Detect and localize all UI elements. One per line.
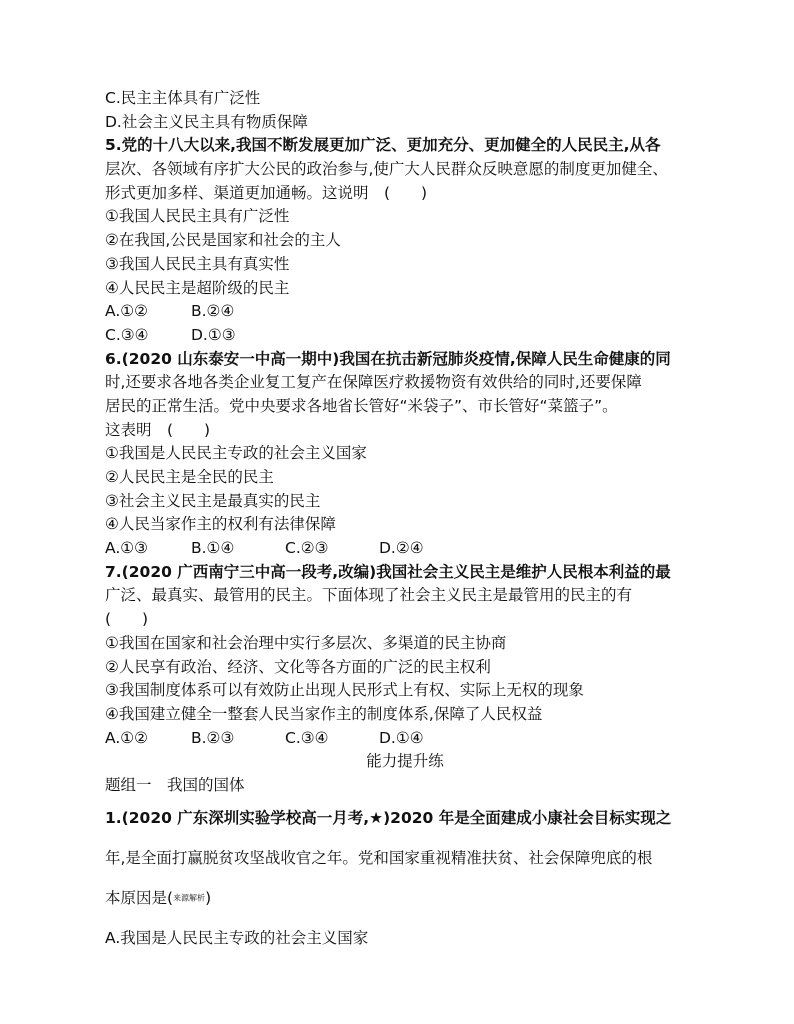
q6-stem-line-4: 这表明 ( ) <box>105 420 211 439</box>
p1-stem-line-3-text: 本原因是( <box>105 888 174 907</box>
p1-stem-line-2: 年,是全面打赢脱贫攻坚战收官之年。党和国家重视精准扶贫、社会保障兜底的根 <box>105 848 653 867</box>
q5-option-c: C.③④ <box>105 325 149 344</box>
q6-option-a: A.①③ <box>105 539 149 558</box>
q7-statement-4: ④我国建立健全一整套人民当家作主的制度体系,保障了人民权益 <box>105 704 543 723</box>
p1-stem-line-3 <box>105 878 705 918</box>
q7-stem-line-3: ( ) <box>105 610 149 629</box>
q5-statement-2: ②在我国,公民是国家和社会的主人 <box>105 231 341 250</box>
q6-option-d: D.②④ <box>379 539 424 558</box>
q5-stem-line-1: 5.党的十八大以来,我国不断发展更加广泛、更加充分、更加健全的人民民主,从各 <box>105 136 661 155</box>
q7-options <box>105 727 705 751</box>
group-title: 题组一 我国的国体 <box>105 775 245 794</box>
q6-option-c: C.②③ <box>285 539 329 558</box>
q6-stem-line-1: 6.(2020 山东泰安一中高一期中)我国在抗击新冠肺炎疫情,保障人民生命健康的同 <box>105 349 671 368</box>
q6-stem-line-3: 居民的正常生活。党中央要求各地省长管好“米袋子”、市长管好“菜篮子”。 <box>105 396 618 415</box>
q5-stem-line-2: 层次、各领域有序扩大公民的政治参与,使广大人民群众反映意愿的制度更加健全、 <box>105 160 668 179</box>
q7-statement-1: ①我国在国家和社会治理中实行多层次、多渠道的民主协商 <box>105 633 507 652</box>
q7-stem-line-2: 广泛、最真实、最管用的民主。下面体现了社会主义民主是最管用的民主的有 <box>105 586 633 605</box>
q5-stem-line-3: 形式更加多样、渠道更加通畅。这说明 ( ) <box>105 183 428 202</box>
q6-options <box>105 537 705 561</box>
q5-statement-3: ③我国人民民主具有真实性 <box>105 254 290 273</box>
q6-stem-line-2: 时,还要求各地各类企业复工复产在保障医疗救援物资有效供给的同时,还要保障 <box>105 373 642 392</box>
p1-option-a: A.我国是人民民主专政的社会主义国家 <box>105 928 369 947</box>
q6-option-b: B.①④ <box>191 539 235 558</box>
q6-statement-4: ④人民当家作主的权利有法律保障 <box>105 515 336 534</box>
q5-options-row-1 <box>105 300 705 324</box>
q4-option-d: D.社会主义民主具有物质保障 <box>105 112 308 131</box>
section-title: 能力提升练 <box>366 752 444 771</box>
q5-option-d: D.①③ <box>191 325 236 344</box>
q6-statement-3: ③社会主义民主是最真实的民主 <box>105 491 321 510</box>
q6-statement-2: ②人民民主是全民的民主 <box>105 468 274 486</box>
question-6 <box>105 348 705 561</box>
q7-option-b: B.②③ <box>191 728 235 747</box>
document-content <box>105 87 705 958</box>
q7-option-a: A.①② <box>105 728 149 747</box>
p1-stem-line-3-end: ) <box>205 888 212 907</box>
practice-question-1 <box>105 798 705 958</box>
q7-option-c: C.③④ <box>285 728 329 747</box>
q5-option-a: A.①② <box>105 302 149 321</box>
q7-stem-line-1: 7.(2020 广西南宁三中高一段考,改编)我国社会主义民主是维护人民根本利益的最 <box>105 562 671 581</box>
source-analysis-mark: 来源解析 <box>173 893 206 903</box>
question-7 <box>105 561 705 751</box>
q5-options-row-2 <box>105 324 705 348</box>
q5-option-b: B.②④ <box>191 302 235 321</box>
q5-statement-4: ④人民民主是超阶级的民主 <box>105 278 290 297</box>
q7-option-d: D.①④ <box>379 728 424 747</box>
p1-stem-line-1: 1.(2020 广东深圳实验学校高一月考,★)2020 年是全面建成小康社会目标实现之 <box>105 808 672 827</box>
q5-statement-1: ①我国人民民主具有广泛性 <box>105 207 290 226</box>
q7-statement-3: ③我国制度体系可以有效防止出现人民形式上有权、实际上无权的现象 <box>105 681 584 700</box>
q4-option-c: C.民主主体具有广泛性 <box>105 89 261 107</box>
q6-statement-1: ①我国是人民民主专政的社会主义国家 <box>105 444 367 463</box>
q7-statement-2: ②人民享有政治、经济、文化等各方面的广泛的民主权利 <box>105 657 491 676</box>
question-5 <box>105 134 705 347</box>
